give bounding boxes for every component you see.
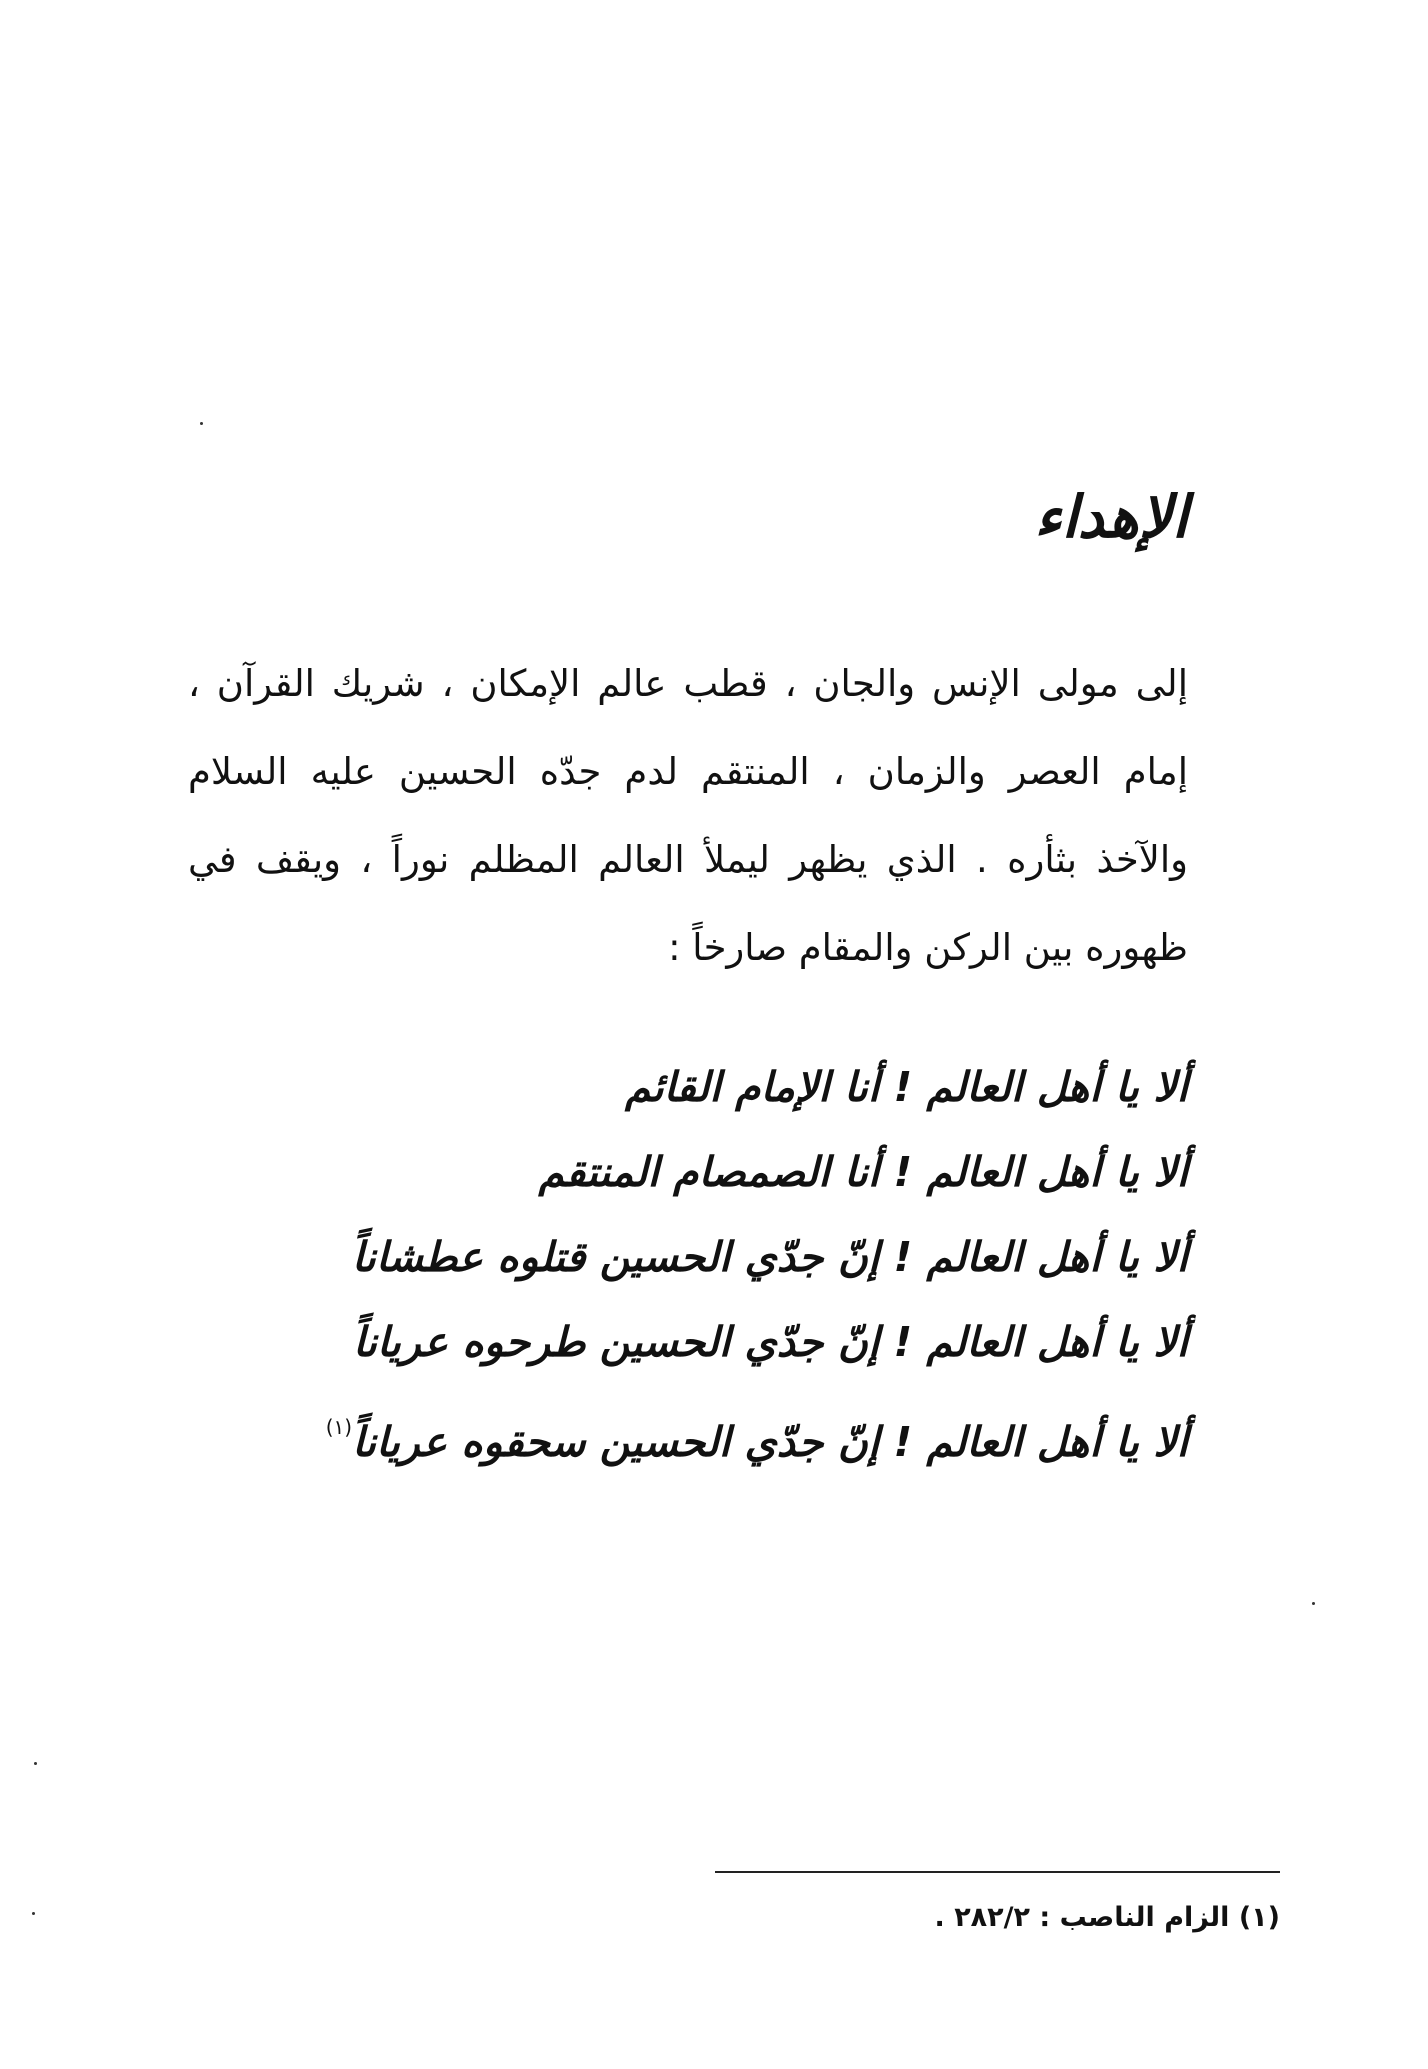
verse-block [188,1045,1188,1485]
footnote: (١) الزام الناصب : ٢٨٢/٢ . [934,1902,1280,1933]
verse-text: ألا يا أهل العالم ! إنّ جدّي الحسين قتلوه عطشاناً [351,1233,1188,1281]
verse-text: ألا يا أهل العالم ! أنا الصمصام المنتقم [538,1148,1188,1196]
verse-text: ألا يا أهل العالم ! أنا الإمام القائم [624,1063,1188,1111]
verse-text: ألا يا أهل العالم ! إنّ جدّي الحسين سحقوه عرياناً [352,1418,1188,1466]
footnote-marker: (١) [325,1415,353,1439]
page-title: الإهداء [1034,483,1188,551]
scan-speck [200,422,203,425]
footnote-divider [715,1871,1280,1873]
verse-line [188,1385,1188,1485]
scan-speck [34,1762,37,1765]
scan-speck [1312,1602,1315,1605]
verse-line [188,1130,1188,1215]
dedication-paragraph: إلى مولى الإنس والجان ، قطب عالم الإمكان ، شريك القرآن ، إمام العصر والزمان ، المنتقم لدم جدّه الحسين عليه السلام والآخذ بثأره . الذي يظهر ليملأ العالم المظلم نوراً ، ويقف في ظهوره بين الركن والمقام صارخاً : [188,662,1188,969]
verse-line [188,1045,1188,1130]
verse-line [188,1300,1188,1385]
verse-text: ألا يا أهل العالم ! إنّ جدّي الحسين طرحوه عرياناً [353,1318,1188,1366]
verse-line [188,1215,1188,1300]
scan-speck [32,1912,35,1915]
